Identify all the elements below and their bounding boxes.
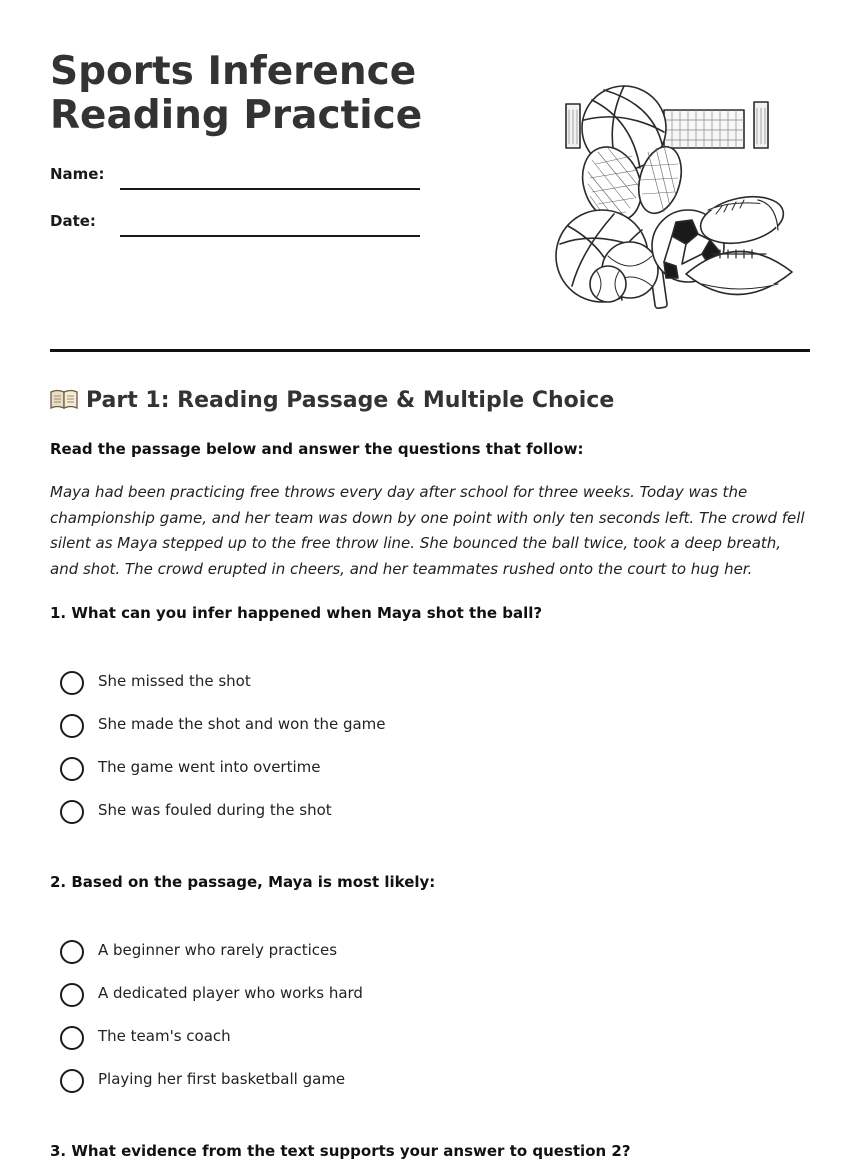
option-label: The game went into overtime bbox=[98, 758, 321, 776]
title-line-1: Sports Inference bbox=[50, 49, 417, 94]
name-field-row bbox=[50, 163, 470, 191]
part-1-heading bbox=[50, 388, 614, 413]
question-1: 1. What can you infer happened when Maya shot the ball? bbox=[50, 604, 543, 622]
q2-option-b[interactable] bbox=[60, 982, 660, 1008]
baseball-icon bbox=[590, 266, 626, 302]
radio-button[interactable] bbox=[60, 1026, 84, 1050]
option-label: A dedicated player who works hard bbox=[98, 984, 363, 1002]
passage-instruction: Read the passage below and answer the questions that follow: bbox=[50, 440, 584, 458]
option-label: A beginner who rarely practices bbox=[98, 941, 338, 959]
page-title bbox=[50, 50, 490, 138]
question-3: 3. What evidence from the text supports your answer to question 2? bbox=[50, 1142, 631, 1160]
radio-button[interactable] bbox=[60, 757, 84, 781]
radio-button[interactable] bbox=[60, 714, 84, 738]
reading-passage: Maya had been practicing free throws every day after school for three weeks. Today was the championship game, and her team was down by one point with only ten seconds left. The crowd fell silent as Maya stepped up to the free throw line. She bounced the ball twice, took a deep breath, and shot. The crowd erupted in cheers, and her teammates rushed onto the court to hug her. bbox=[50, 483, 805, 579]
option-label: Playing her first basketball game bbox=[98, 1070, 346, 1088]
date-field-row bbox=[50, 210, 470, 238]
part-1-heading-text: Part 1: Reading Passage & Multiple Choice bbox=[86, 388, 615, 413]
q1-option-d[interactable] bbox=[60, 799, 660, 825]
option-label: The team's coach bbox=[98, 1027, 231, 1045]
worksheet-page bbox=[50, 0, 810, 1161]
option-label: She missed the shot bbox=[98, 672, 251, 690]
q1-option-a[interactable] bbox=[60, 670, 660, 696]
radio-button[interactable] bbox=[60, 983, 84, 1007]
date-label: Date: bbox=[50, 212, 96, 230]
radio-button[interactable] bbox=[60, 671, 84, 695]
q2-option-a[interactable] bbox=[60, 939, 660, 965]
sports-balls-illustration bbox=[552, 80, 802, 315]
option-label: She made the shot and won the game bbox=[98, 715, 386, 733]
date-input[interactable] bbox=[120, 210, 420, 237]
radio-button[interactable] bbox=[60, 800, 84, 824]
question-2: 2. Based on the passage, Maya is most likely: bbox=[50, 873, 436, 891]
name-label: Name: bbox=[50, 165, 105, 183]
radio-button[interactable] bbox=[60, 940, 84, 964]
title-line-2: Reading Practice bbox=[50, 93, 423, 138]
radio-button[interactable] bbox=[60, 1069, 84, 1093]
name-input[interactable] bbox=[120, 163, 420, 190]
header-divider bbox=[50, 349, 810, 352]
q2-option-d[interactable] bbox=[60, 1068, 660, 1094]
q2-option-c[interactable] bbox=[60, 1025, 660, 1051]
open-book-icon bbox=[50, 388, 78, 410]
q1-option-c[interactable] bbox=[60, 756, 660, 782]
q1-option-b[interactable] bbox=[60, 713, 660, 739]
option-label: She was fouled during the shot bbox=[98, 801, 332, 819]
